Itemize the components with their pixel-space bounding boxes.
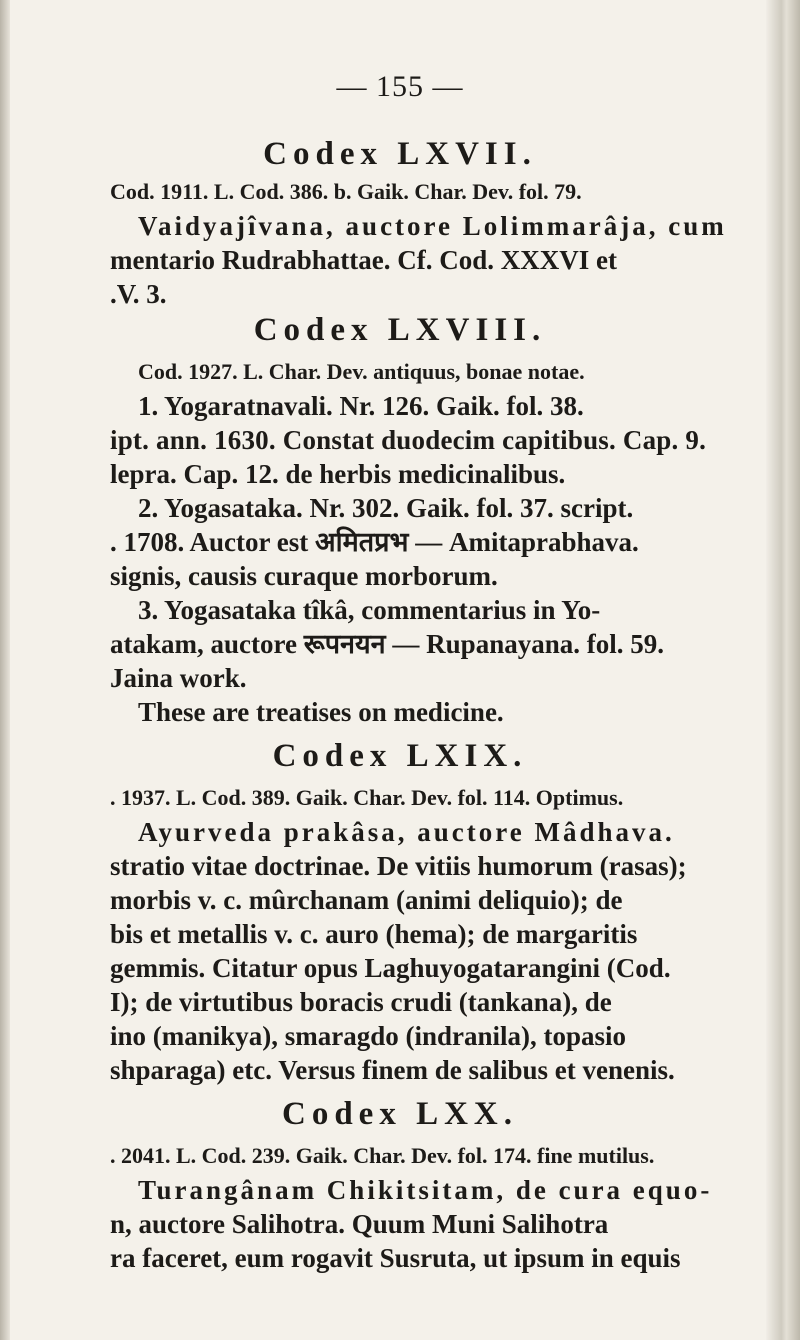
text-line: .V. 3. xyxy=(110,279,167,309)
text-line: Vaidyajîvana, auctore Lolimmarâja, cum xyxy=(138,211,727,241)
codex-heading: Codex LXX. xyxy=(281,1096,518,1132)
text-line: gemmis. Citatur opus Laghuyogatarangini (Cod. xyxy=(110,953,671,983)
text-line: These are treatises on medicine. xyxy=(138,697,504,727)
text-line: 3. Yogasataka tîkâ, commentarius in Yo- xyxy=(138,595,601,625)
text-line: Turangânam Chikitsitam, de cura equo- xyxy=(138,1175,713,1205)
text-line: I); de virtutibus boracis crudi (tankana), de xyxy=(110,987,612,1017)
text-line: 1. Yogaratnavali. Nr. 126. Gaik. fol. 38. xyxy=(138,391,584,421)
text-line: . 1937. L. Cod. 389. Gaik. Char. Dev. fol. 114. Optimus. xyxy=(110,785,624,810)
codex-heading: Codex LXVII. xyxy=(263,136,537,172)
text-line: . 1708. Auctor est अमितप्रभ — Amitaprabhava. xyxy=(110,527,639,557)
text-line: morbis v. c. mûrchanam (animi deliquio); de xyxy=(110,885,623,915)
text-line: signis, causis curaque morborum. xyxy=(110,561,498,591)
page-right-edge xyxy=(766,0,800,1340)
text-line: bis et metallis v. c. auro (hema); de margaritis xyxy=(110,919,638,949)
text-line: n, auctore Salihotra. Quum Muni Salihotra xyxy=(110,1209,609,1239)
text-line: shparaga) etc. Versus finem de salibus et venenis. xyxy=(110,1055,675,1085)
text-line: Ayurveda prakâsa, auctore Mâdhava. xyxy=(138,817,675,847)
page-left-edge xyxy=(0,0,10,1340)
text-line: ra faceret, eum rogavit Susruta, ut ipsum in equis xyxy=(110,1243,681,1273)
text-line: ino (manikya), smaragdo (indranila), topasio xyxy=(110,1021,627,1051)
text-line: stratio vitae doctrinae. De vitiis humorum (rasas); xyxy=(110,851,687,881)
text-line: atakam, auctore रूपनयन — Rupanayana. fol. 59. xyxy=(110,629,664,659)
text-line: Jaina work. xyxy=(110,663,247,693)
text-line: lepra. Cap. 12. de herbis medicinalibus. xyxy=(110,459,566,489)
text-line: 2. Yogasataka. Nr. 302. Gaik. fol. 37. script. xyxy=(138,493,634,523)
text-line: ipt. ann. 1630. Constat duodecim capitibus. Cap. 9. xyxy=(110,425,707,455)
codex-heading: Codex LXVIII. xyxy=(253,312,547,348)
text-line: . 2041. L. Cod. 239. Gaik. Char. Dev. fol. 174. fine mutilus. xyxy=(110,1143,655,1168)
codex-heading: Codex LXIX. xyxy=(272,738,528,774)
text-line: mentario Rudrabhattae. Cf. Cod. XXXVI et xyxy=(110,245,617,275)
text-line: Cod. 1911. L. Cod. 386. b. Gaik. Char. Dev. fol. 79. xyxy=(110,179,582,204)
text-line: Cod. 1927. L. Char. Dev. antiquus, bonae notae. xyxy=(138,359,585,384)
page-number: — 155 — xyxy=(336,70,464,103)
